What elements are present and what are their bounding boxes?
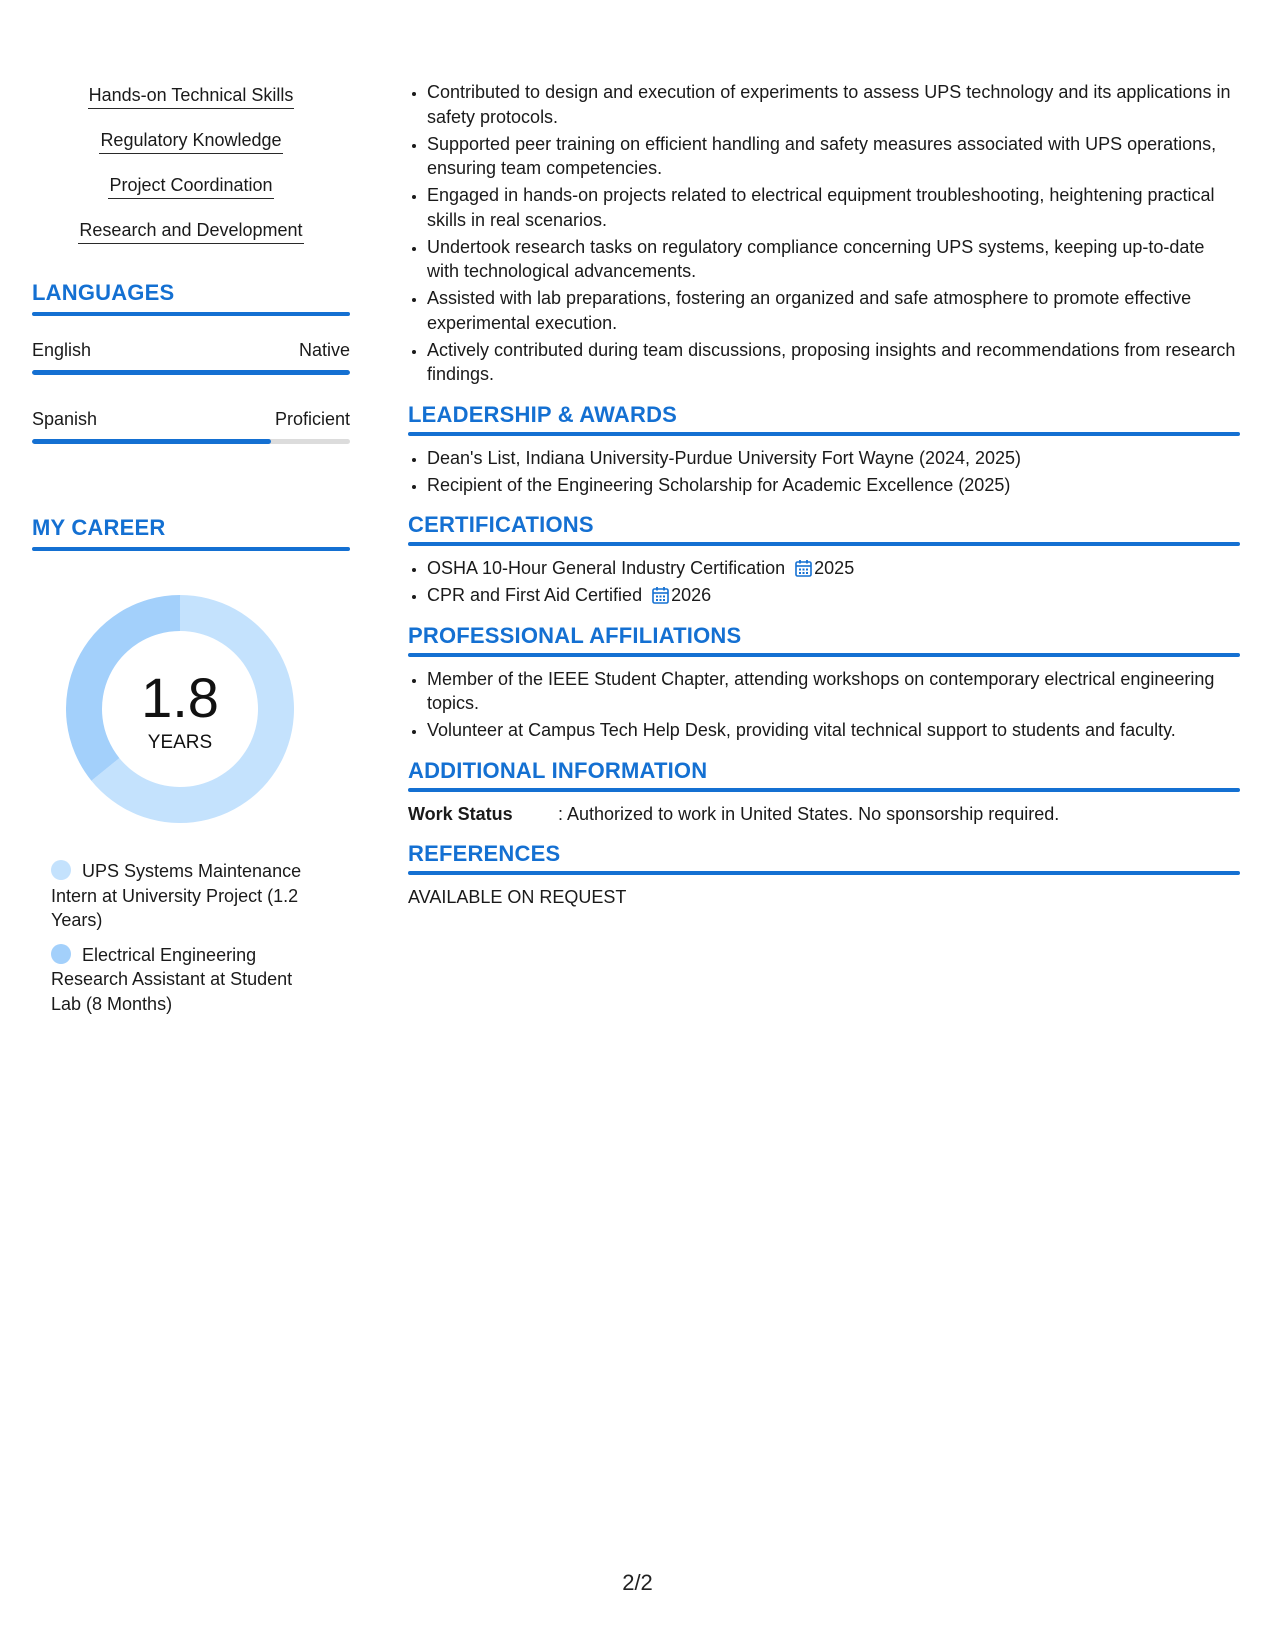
left-column <box>32 82 350 1026</box>
skill-label: Research and Development <box>78 217 303 244</box>
certifications-rule <box>408 542 1240 546</box>
affiliations-heading: PROFESSIONAL AFFILIATIONS <box>408 622 742 648</box>
work-status-value: : Authorized to work in United States. No sponsorship required. <box>558 803 1060 824</box>
legend-label: UPS Systems Maintenance Intern at University Project (1.2 Years) <box>51 861 302 930</box>
award-item: • Recipient of the Engineering Scholarship for Academic Excellence (2025) <box>427 473 1240 498</box>
skill-item <box>32 127 350 155</box>
skill-label: Hands-on Technical Skills <box>88 82 295 109</box>
language-bar-fill <box>32 370 350 375</box>
additional-info-section <box>408 757 1240 826</box>
certifications-heading: CERTIFICATIONS <box>408 512 594 537</box>
legend-label: Electrical Engineering Research Assistant at Student Lab (8 Months) <box>51 944 293 1014</box>
skill-item <box>32 217 350 245</box>
experience-bullet: • Supported peer training on efficient handling and safety measures associated with UPS operations, ensuring team competencies. <box>427 132 1240 181</box>
work-status-label: Work Status <box>408 803 513 824</box>
calendar-icon <box>795 559 812 577</box>
experience-bullets <box>408 80 1240 387</box>
language-entry-english <box>32 338 350 375</box>
languages-heading: LANGUAGES <box>32 280 175 305</box>
career-total-value: 1.8 <box>141 666 219 729</box>
affiliation-item: • Volunteer at Campus Tech Help Desk, providing vital technical support to students and faculty. <box>427 718 1240 743</box>
career-total-unit: YEARS <box>147 732 213 753</box>
language-entry-spanish <box>32 407 350 444</box>
experience-bullet: • Actively contributed during team discussions, proposing insights and recommendations from research findings. <box>427 338 1240 387</box>
experience-bullet: • Undertook research tasks on regulatory compliance concerning UPS systems, keeping up-to-date with technological advancements. <box>427 235 1240 284</box>
skill-item <box>32 82 350 110</box>
experience-bullet: • Engaged in hands-on projects related to electrical equipment troubleshooting, heightening practical skills in real scenarios. <box>427 183 1240 232</box>
certification-year: 2025 <box>814 558 855 578</box>
skill-label: Regulatory Knowledge <box>99 127 282 154</box>
language-name: English <box>32 340 92 360</box>
page-number: 2/2 <box>622 1570 653 1595</box>
career-legend-item <box>51 943 321 1017</box>
career-legend-item <box>51 859 321 933</box>
leadership-section <box>408 401 1240 498</box>
additional-info-heading: ADDITIONAL INFORMATION <box>408 757 708 783</box>
experience-bullet: • Assisted with lab preparations, fostering an organized and safe atmosphere to promote effective experimental execution. <box>427 286 1240 335</box>
award-item: • Dean's List, Indiana University-Purdue University Fort Wayne (2024, 2025) <box>427 446 1240 471</box>
calendar-icon <box>652 586 669 604</box>
career-rule <box>32 547 350 551</box>
certification-name: OSHA 10-Hour General Industry Certification <box>427 558 786 578</box>
certifications-section <box>408 511 1240 608</box>
affiliation-item: • Member of the IEEE Student Chapter, attending workshops on contemporary electrical engineering topics. <box>427 667 1240 716</box>
affiliations-rule <box>408 653 1240 657</box>
certification-name: CPR and First Aid Certified <box>427 585 643 605</box>
references-section <box>408 840 1240 909</box>
career-legend <box>51 859 321 1016</box>
references-text: AVAILABLE ON REQUEST <box>408 886 627 907</box>
career-donut-chart <box>66 595 294 823</box>
skill-label: Project Coordination <box>108 172 273 199</box>
language-name: Spanish <box>32 409 98 429</box>
career-heading: MY CAREER <box>32 515 166 540</box>
skills-list <box>32 82 350 245</box>
affiliations-section <box>408 622 1240 743</box>
leadership-rule <box>408 432 1240 436</box>
references-heading: REFERENCES <box>408 840 561 866</box>
certification-year: 2026 <box>671 585 712 605</box>
additional-info-rule <box>408 788 1240 792</box>
language-bar <box>32 370 350 375</box>
leadership-heading: LEADERSHIP & AWARDS <box>408 401 678 427</box>
references-rule <box>408 871 1240 875</box>
language-bar <box>32 439 350 444</box>
legend-dot-icon <box>51 944 71 964</box>
languages-rule <box>32 312 350 316</box>
language-bar-fill <box>32 439 271 444</box>
language-level: Proficient <box>274 409 350 429</box>
right-column <box>408 80 1240 909</box>
work-status-row <box>408 802 1240 826</box>
experience-bullet: • Contributed to design and execution of experiments to assess UPS technology and its applications in safety protocols. <box>427 80 1240 129</box>
certification-item <box>427 556 1240 581</box>
skill-item <box>32 172 350 200</box>
certification-item <box>427 583 1240 608</box>
language-level: Native <box>298 340 350 360</box>
legend-dot-icon <box>51 860 71 880</box>
